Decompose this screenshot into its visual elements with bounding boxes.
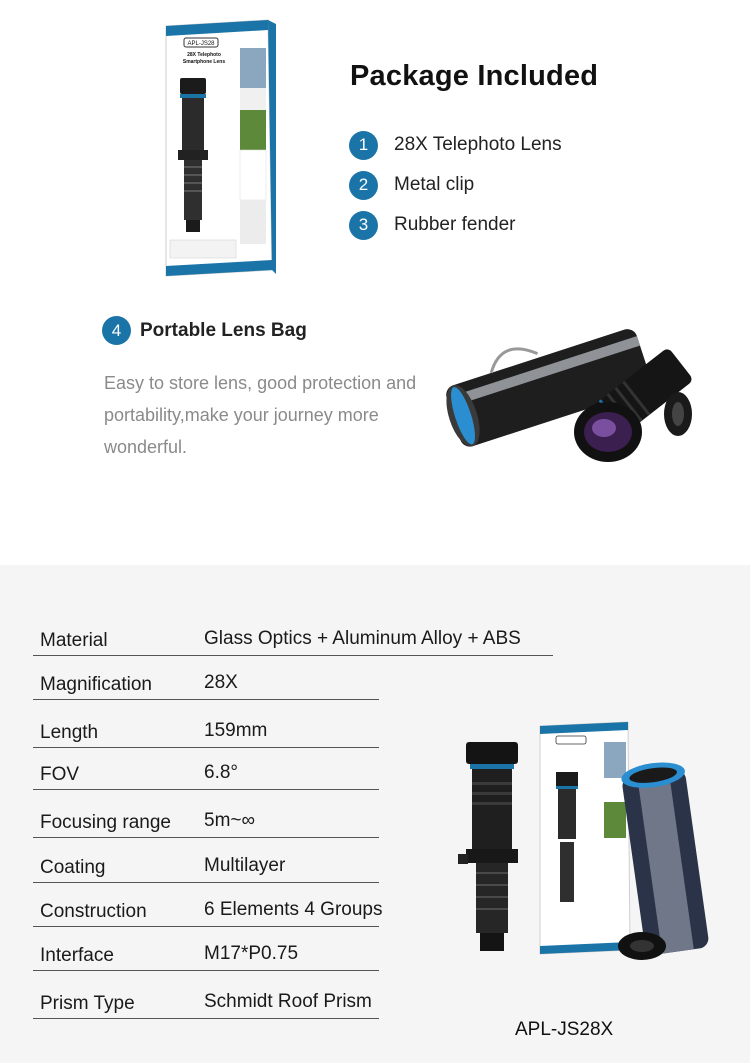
item-number-badge: 1 [349, 131, 378, 160]
spec-key: Magnification [40, 674, 152, 695]
spec-key: Prism Type [40, 993, 135, 1014]
spec-row [33, 612, 553, 656]
spec-divider [33, 970, 379, 971]
spec-value: M17*P0.75 [204, 943, 299, 964]
spec-divider [33, 1018, 379, 1019]
package-item [349, 130, 562, 160]
spec-row [33, 883, 383, 927]
item-number-badge: 3 [349, 211, 378, 240]
spec-key: Length [40, 722, 99, 743]
package-item-label: Metal clip [394, 174, 475, 195]
spec-row [33, 656, 379, 700]
svg-text:APL-JS28: APL-JS28 [187, 41, 215, 47]
spec-value: 5m~∞ [204, 810, 256, 831]
product-set-photo [452, 712, 720, 974]
package-item-label: Rubber fender [394, 214, 516, 235]
lens-bag-heading [102, 316, 307, 345]
spec-value: 28X [204, 672, 238, 693]
spec-value: Schmidt Roof Prism [204, 991, 372, 1012]
spec-key: Coating [40, 857, 106, 878]
spec-value: 6 Elements 4 Groups [204, 899, 383, 920]
spec-value: Glass Optics + Aluminum Alloy + ABS [204, 628, 521, 649]
spec-key: Interface [40, 945, 114, 966]
item-number-badge: 4 [102, 316, 131, 345]
spec-value: 159mm [204, 720, 268, 741]
svg-text:28X Telephoto: 28X Telephoto [187, 52, 221, 58]
package-item-label: 28X Telephoto Lens [394, 134, 562, 155]
lens-bag-description: Easy to store lens, good protection and portability,make your journey more wonderful. [104, 373, 417, 457]
spec-key: Material [40, 630, 108, 651]
spec-divider [33, 699, 379, 700]
lens-bag-photo [438, 306, 700, 478]
spec-row [33, 794, 379, 838]
item-number-badge: 2 [349, 171, 378, 200]
spec-row [33, 746, 379, 790]
spec-row [33, 975, 379, 1019]
spec-key: Construction [40, 901, 147, 922]
spec-row [33, 839, 379, 883]
spec-divider [33, 837, 379, 838]
spec-divider [33, 789, 379, 790]
model-caption: APL-JS28X [515, 1019, 614, 1040]
spec-key: Focusing range [40, 812, 171, 833]
spec-row [33, 927, 379, 971]
package-item [349, 170, 474, 200]
product-box-image [160, 18, 276, 280]
spec-value: 6.8° [204, 762, 239, 783]
spec-row [33, 704, 379, 748]
package-item [349, 210, 515, 240]
svg-text:Smartphone Lens: Smartphone Lens [182, 59, 226, 65]
lens-bag-label: Portable Lens Bag [140, 319, 307, 341]
spec-key: FOV [40, 764, 80, 785]
spec-value: Multilayer [204, 855, 286, 876]
package-title: Package Included [350, 60, 599, 92]
